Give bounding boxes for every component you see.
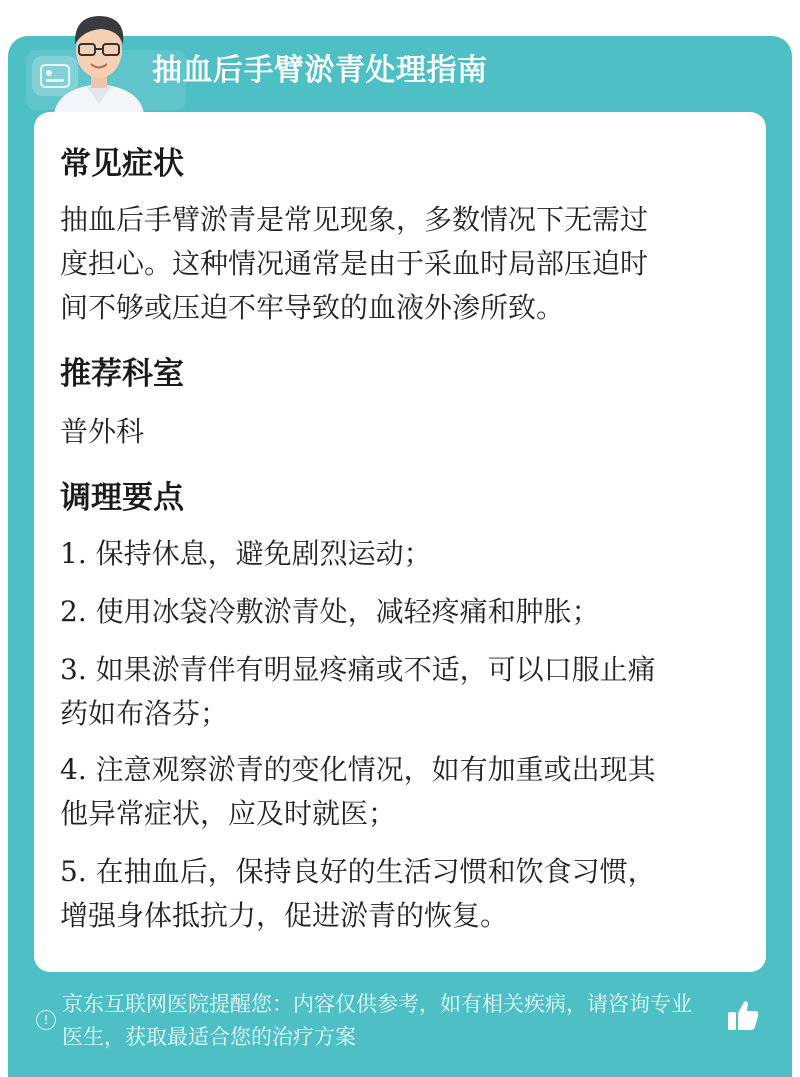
symptoms-heading: 常见症状	[60, 146, 184, 182]
disclaimer-line-2: 医生，获取最适合您的治疗方案	[62, 1025, 356, 1049]
symptoms-line-1: 抽血后手臂淤青是常见现象，多数情况下无需过	[60, 203, 649, 236]
care-item-text: 保持休息，避免剧烈运动；	[95, 537, 432, 570]
thumbs-up-icon[interactable]	[724, 996, 762, 1034]
care-item-text: 使用冰袋冷敷淤青处，减轻疼痛和肿胀；	[95, 595, 600, 628]
disclaimer-line-1: 京东互联网医院提醒您：内容仅供参考，如有相关疾病，请咨询专业	[62, 992, 692, 1016]
disclaimer	[62, 988, 732, 1054]
care-item-text: 注意观察淤青的变化情况，如有加重或出现其	[95, 753, 656, 786]
info-icon: !	[36, 1010, 56, 1030]
department-value: 普外科	[60, 415, 145, 448]
care-item-5-continued: 增强身体抵抗力，促进淤青的恢复。	[60, 899, 509, 932]
doctor-avatar	[44, 4, 154, 114]
care-item-text: 在抽血后，保持良好的生活习惯和饮食习惯，	[95, 855, 656, 888]
care-item-4-continued: 他异常症状，应及时就医；	[60, 797, 397, 830]
care-item-number: 5.	[60, 855, 87, 888]
department-heading: 推荐科室	[60, 356, 184, 392]
page-title: 抽血后手臂淤青处理指南	[152, 53, 488, 88]
care-item-number: 3.	[60, 653, 87, 686]
care-heading: 调理要点	[60, 480, 184, 516]
care-item-text: 如果淤青伴有明显疼痛或不适，可以口服止痛	[95, 653, 656, 686]
care-item-2	[60, 590, 740, 634]
care-item-4	[60, 748, 740, 792]
care-item-number: 4.	[60, 753, 87, 786]
care-item-5	[60, 850, 740, 894]
care-item-3-continued: 药如布洛芬；	[60, 697, 229, 730]
care-item-1	[60, 532, 740, 576]
care-item-3	[60, 648, 740, 692]
care-item-number: 1.	[60, 537, 87, 570]
care-item-number: 2.	[60, 595, 87, 628]
symptoms-line-2: 度担心。这种情况通常是由于采血时局部压迫时	[60, 247, 649, 280]
symptoms-line-3: 间不够或压迫不牢导致的血液外渗所致。	[60, 291, 565, 324]
content-card	[34, 112, 766, 972]
